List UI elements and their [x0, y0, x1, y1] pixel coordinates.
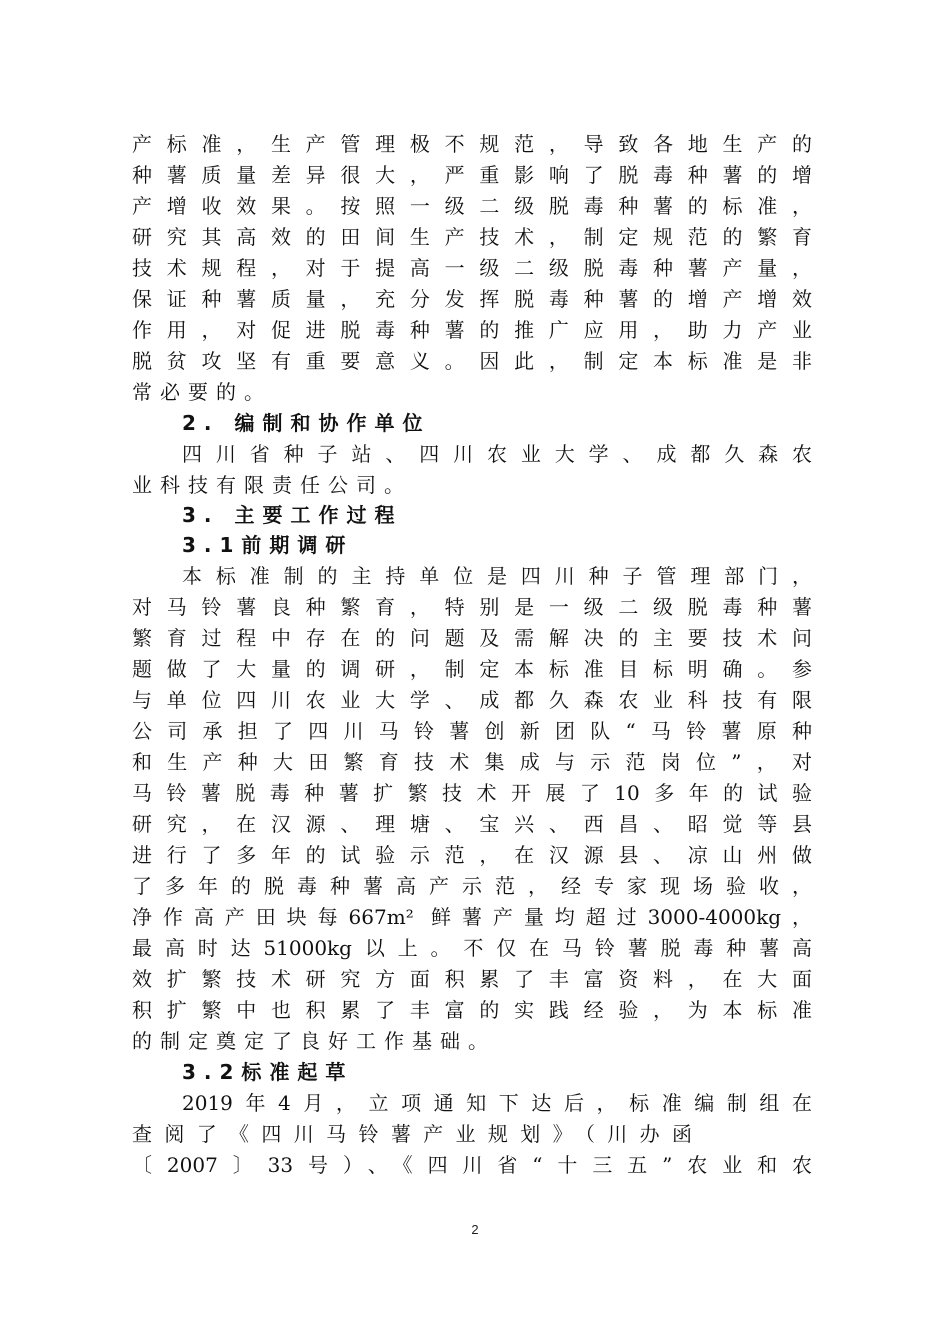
body-text-line: 研究，在汉源、理塘、宝兴、西昌、昭觉等县	[132, 812, 812, 836]
body-text-line: 了多年的脱毒种薯高产示范，经专家现场验收，	[132, 874, 812, 898]
body-text-line: 最高时达51000kg以上。不仅在马铃薯脱毒种薯高	[132, 936, 812, 960]
body-text-line: 题做了大量的调研，制定本标准目标明确。参	[132, 657, 812, 681]
body-text-line: 业科技有限责任公司。	[132, 473, 412, 497]
subsection-heading: 3.2标准起草	[182, 1060, 354, 1084]
body-text-line: 的制定奠定了良好工作基础。	[132, 1029, 496, 1053]
body-text-line: 作用，对促进脱毒种薯的推广应用，助力产业	[132, 318, 812, 342]
body-text-line: 种薯质量差异很大，严重影响了脱毒种薯的增	[132, 163, 812, 187]
body-text-line: 进行了多年的试验示范，在汉源县、凉山州做	[132, 843, 812, 867]
subsection-heading: 3.1前期调研	[182, 533, 354, 557]
body-text-line: 脱贫攻坚有重要意义。因此，制定本标准是非	[132, 349, 812, 373]
body-text-line: 四川省种子站、四川农业大学、成都久森农	[182, 442, 812, 466]
body-text-line: 对马铃薯良种繁育，特别是一级二级脱毒种薯	[132, 595, 812, 619]
body-text-line: 积扩繁中也积累了丰富的实践经验，为本标准	[132, 998, 812, 1022]
body-text-line: 效扩繁技术研究方面积累了丰富资料，在大面	[132, 967, 812, 991]
body-text-line: 和生产种大田繁育技术集成与示范岗位”，对	[132, 750, 812, 774]
body-text-line: 本标准制的主持单位是四川种子管理部门，	[182, 564, 812, 588]
page-number: 2	[471, 1222, 479, 1237]
body-text-line: 与单位四川农业大学、成都久森农业科技有限	[132, 688, 812, 712]
body-text-line: 马铃薯脱毒种薯扩繁技术开展了10多年的试验	[132, 781, 812, 805]
section-heading: 2. 编制和协作单位	[182, 411, 431, 435]
body-text-line: 保证种薯质量，充分发挥脱毒种薯的增产增效	[132, 287, 812, 311]
body-text-line: 产标准，生产管理极不规范，导致各地生产的	[132, 132, 812, 156]
body-text-line: 查阅了《四川马铃薯产业规划》（川办函	[132, 1122, 692, 1146]
body-text-line: 产增收效果。按照一级二级脱毒种薯的标准，	[132, 194, 812, 218]
body-text-line: 技术规程，对于提高一级二级脱毒种薯产量，	[132, 256, 812, 280]
body-text-line: 净作高产田块每667m² 鲜薯产量均超过3000-4000kg，	[132, 905, 812, 929]
body-text-line: 〔2007〕33号）、《四川省“十三五”农业和农	[132, 1153, 812, 1177]
body-text-line: 研究其高效的田间生产技术，制定规范的繁育	[132, 225, 812, 249]
section-heading: 3. 主要工作过程	[182, 503, 403, 527]
body-text-line: 常必要的。	[132, 380, 272, 404]
body-text-line: 2019年4月，立项通知下达后，标准编制组在	[182, 1091, 812, 1115]
body-text-line: 公司承担了四川马铃薯创新团队“马铃薯原种	[132, 719, 812, 743]
body-text-line: 繁育过程中存在的问题及需解决的主要技术问	[132, 626, 812, 650]
